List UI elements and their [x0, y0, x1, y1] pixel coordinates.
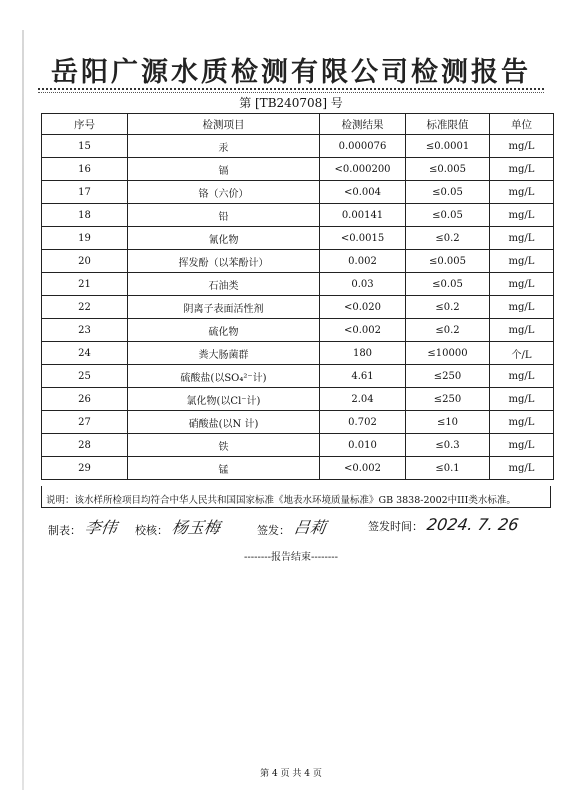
cell-item: 阴离子表面活性剂: [128, 296, 320, 319]
cell-limit: ≤0.05: [406, 204, 490, 227]
issued-label: 签发：: [257, 524, 290, 537]
cell-no: 23: [42, 319, 128, 342]
table-row: [42, 365, 554, 388]
cell-result: 0.002: [320, 250, 406, 273]
col-header-no: 序号: [42, 114, 128, 135]
cell-limit: ≤10: [406, 411, 490, 434]
table-header-row: [42, 114, 554, 135]
cell-no: 24: [42, 342, 128, 365]
prepared-signature: 李伟: [83, 518, 119, 537]
table-row: [42, 388, 554, 411]
cell-item: 挥发酚（以苯酚计）: [128, 250, 320, 273]
cell-result: <0.002: [320, 319, 406, 342]
cell-item: 铁: [128, 434, 320, 457]
cell-no: 18: [42, 204, 128, 227]
cell-limit: ≤0.05: [406, 273, 490, 296]
table-row: [42, 273, 554, 296]
cell-result: 2.04: [320, 388, 406, 411]
issue-time: [368, 515, 519, 534]
table-row: [42, 204, 554, 227]
cell-result: 0.03: [320, 273, 406, 296]
table-row: [42, 158, 554, 181]
cell-unit: mg/L: [490, 365, 554, 388]
cell-result: <0.004: [320, 181, 406, 204]
cell-limit: ≤0.005: [406, 158, 490, 181]
cell-no: 28: [42, 434, 128, 457]
cell-limit: ≤0.1: [406, 457, 490, 480]
cell-item: 氰化物: [128, 227, 320, 250]
cell-item: 汞: [128, 135, 320, 158]
cell-result: <0.000200: [320, 158, 406, 181]
cell-item: 石油类: [128, 273, 320, 296]
cell-result: <0.002: [320, 457, 406, 480]
cell-item: 铬（六价）: [128, 181, 320, 204]
cell-unit: 个/L: [490, 342, 554, 365]
col-header-result: 检测结果: [320, 114, 406, 135]
title-divider: [38, 88, 544, 90]
prepared-by: [48, 515, 117, 538]
cell-item: 硫化物: [128, 319, 320, 342]
cell-unit: mg/L: [490, 158, 554, 181]
cell-result: <0.020: [320, 296, 406, 319]
cell-no: 19: [42, 227, 128, 250]
table-row: [42, 250, 554, 273]
col-header-item: 检测项目: [128, 114, 320, 135]
cell-limit: ≤0.2: [406, 296, 490, 319]
cell-unit: mg/L: [490, 273, 554, 296]
cell-unit: mg/L: [490, 204, 554, 227]
cell-limit: ≤250: [406, 388, 490, 411]
cell-limit: ≤10000: [406, 342, 490, 365]
cell-item: 镉: [128, 158, 320, 181]
cell-unit: mg/L: [490, 227, 554, 250]
cell-no: 21: [42, 273, 128, 296]
scan-shadow-line: [22, 30, 24, 790]
cell-no: 27: [42, 411, 128, 434]
cell-limit: ≤0.05: [406, 181, 490, 204]
issue-time-value: 2024. 7. 26: [425, 515, 520, 534]
checked-by: [135, 515, 220, 538]
table-row: [42, 457, 554, 480]
cell-item: 硫酸盐(以SO₄²⁻计): [128, 365, 320, 388]
page-footer: 第 4 页 共 4 页: [260, 769, 322, 779]
cell-item: 铅: [128, 204, 320, 227]
checked-label: 校核：: [135, 524, 168, 537]
cell-no: 15: [42, 135, 128, 158]
cell-unit: mg/L: [490, 411, 554, 434]
col-header-limit: 标准限值: [406, 114, 490, 135]
cell-item: 粪大肠菌群: [128, 342, 320, 365]
table-row: [42, 135, 554, 158]
cell-unit: mg/L: [490, 434, 554, 457]
report-end-marker: --------报告结束--------: [243, 552, 339, 563]
cell-result: 0.000076: [320, 135, 406, 158]
cell-result: 0.702: [320, 411, 406, 434]
cell-no: 29: [42, 457, 128, 480]
issued-signature: 吕莉: [292, 518, 328, 537]
cell-unit: mg/L: [490, 181, 554, 204]
cell-unit: mg/L: [490, 319, 554, 342]
cell-unit: mg/L: [490, 388, 554, 411]
cell-result: 4.61: [320, 365, 406, 388]
cell-unit: mg/L: [490, 457, 554, 480]
cell-unit: mg/L: [490, 250, 554, 273]
cell-no: 17: [42, 181, 128, 204]
cell-no: 22: [42, 296, 128, 319]
col-header-unit: 单位: [490, 114, 554, 135]
table-row: [42, 319, 554, 342]
standard-note: 说明：该水样所检项目均符合中华人民共和国国家标准《地表水环境质量标准》GB 3838-2002中III类水标准。: [41, 486, 551, 508]
table-row: [42, 434, 554, 457]
results-table: [41, 113, 554, 480]
cell-no: 25: [42, 365, 128, 388]
cell-limit: ≤0.3: [406, 434, 490, 457]
cell-result: 180: [320, 342, 406, 365]
report-number: 第 [TB240708] 号: [239, 96, 343, 110]
report-title: 岳阳广源水质检测有限公司检测报告: [51, 57, 531, 88]
cell-no: 20: [42, 250, 128, 273]
table-row: [42, 411, 554, 434]
cell-limit: ≤0.0001: [406, 135, 490, 158]
cell-item: 硝酸盐(以N 计): [128, 411, 320, 434]
cell-item: 锰: [128, 457, 320, 480]
cell-limit: ≤0.2: [406, 319, 490, 342]
issue-time-label: 签发时间：: [368, 520, 423, 533]
title-divider-thin: [38, 92, 544, 93]
cell-limit: ≤250: [406, 365, 490, 388]
cell-result: 0.010: [320, 434, 406, 457]
table-row: [42, 296, 554, 319]
cell-item: 氯化物(以Cl⁻计): [128, 388, 320, 411]
cell-no: 26: [42, 388, 128, 411]
cell-result: <0.0015: [320, 227, 406, 250]
table-row: [42, 227, 554, 250]
table-row: [42, 342, 554, 365]
cell-unit: mg/L: [490, 296, 554, 319]
checked-signature: 杨玉梅: [170, 518, 222, 537]
issued-by: [257, 515, 326, 538]
cell-result: 0.00141: [320, 204, 406, 227]
cell-limit: ≤0.2: [406, 227, 490, 250]
cell-limit: ≤0.005: [406, 250, 490, 273]
cell-no: 16: [42, 158, 128, 181]
cell-unit: mg/L: [490, 135, 554, 158]
table-row: [42, 181, 554, 204]
prepared-label: 制表：: [48, 524, 81, 537]
